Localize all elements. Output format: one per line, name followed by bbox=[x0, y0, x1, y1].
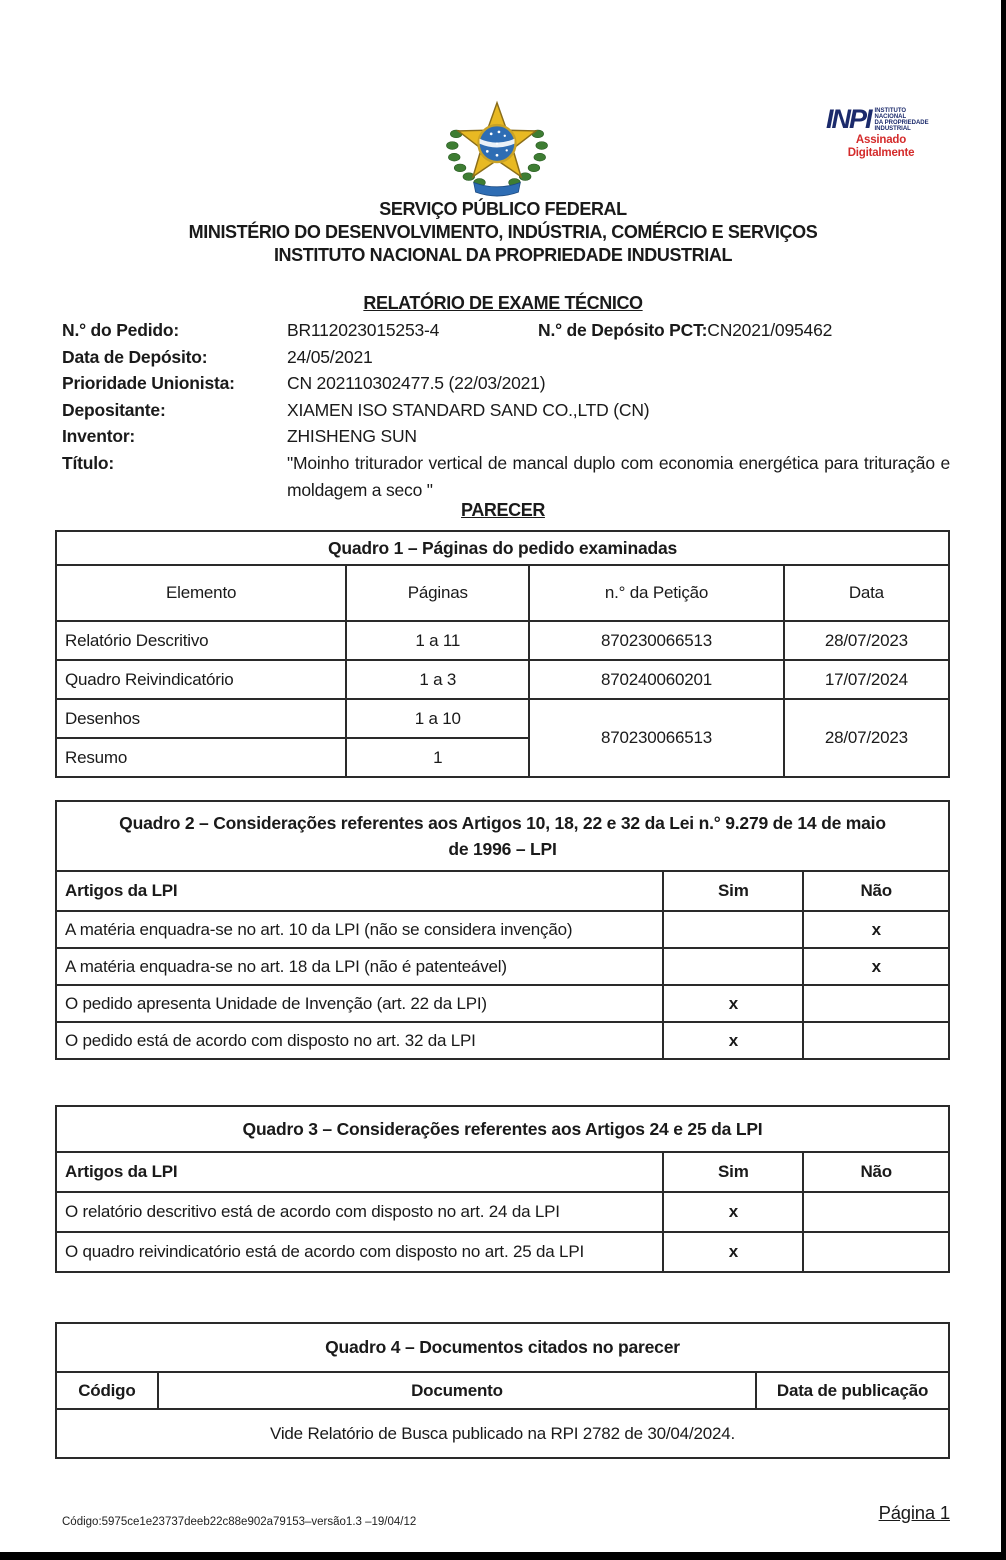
sim-cell: x bbox=[663, 1022, 803, 1059]
bibliographic-fields bbox=[62, 317, 950, 503]
nao-cell: x bbox=[803, 911, 949, 948]
merged-data-cell: 28/07/2023 bbox=[784, 699, 949, 777]
inventor-label: Inventor: bbox=[62, 426, 136, 447]
quadro2-title: Quadro 2 – Considerações referentes aos Artigos 10, 18, 22 e 32 da Lei n.° 9.279 de 14 de maio de 1996 – LPI bbox=[56, 801, 949, 871]
nao-cell bbox=[803, 985, 949, 1022]
table-row: Desenhos 1 a 10 870230066513 28/07/2023 bbox=[56, 699, 949, 738]
nao-cell bbox=[803, 1022, 949, 1059]
titulo-value: "Moinho triturador vertical de mancal duplo com economia energética para trituração e moldagem a seco " bbox=[287, 452, 950, 500]
col-header-paginas: Páginas bbox=[346, 565, 529, 621]
inpi-logo-smalltext: INSTITUTO NACIONAL DA PROPRIEDADE INDUSTRIAL bbox=[874, 108, 929, 132]
sim-cell bbox=[663, 911, 803, 948]
org-line-instituto: INSTITUTO NACIONAL DA PROPRIEDADE INDUSTRIAL bbox=[273, 245, 733, 265]
sim-cell bbox=[663, 948, 803, 985]
footer-code: Código:5975ce1e23737deeb22c88e902a79153–versão1.3 –19/04/12 bbox=[62, 1516, 417, 1528]
depositante-label: Depositante: bbox=[62, 399, 166, 420]
quadro1-table bbox=[55, 530, 950, 778]
quadro2-table bbox=[55, 800, 950, 1060]
table-row: O pedido apresenta Unidade de Invenção (art. 22 da LPI) x bbox=[56, 985, 949, 1022]
sim-cell: x bbox=[663, 1192, 803, 1232]
col-header-artigos: Artigos da LPI bbox=[56, 871, 663, 911]
prioridade-label: Prioridade Unionista: bbox=[62, 373, 235, 394]
table-row: O pedido está de acordo com disposto no art. 32 da LPI x bbox=[56, 1022, 949, 1059]
field-row-deposito bbox=[62, 344, 950, 371]
table-header-row bbox=[56, 871, 949, 911]
quadro4-note: Vide Relatório de Busca publicado na RPI 2782 de 30/04/2024. bbox=[56, 1409, 949, 1458]
scan-edge-right bbox=[1001, 0, 1006, 1560]
col-header-peticao: n.° da Petição bbox=[529, 565, 784, 621]
col-header-artigos: Artigos da LPI bbox=[56, 1152, 663, 1192]
table-header-row bbox=[56, 1372, 949, 1409]
report-title: RELATÓRIO DE EXAME TÉCNICO bbox=[363, 293, 643, 313]
table-row: Quadro Reivindicatório 1 a 3 870240060201 17/07/2024 bbox=[56, 660, 949, 699]
nao-cell: x bbox=[803, 948, 949, 985]
table-row: A matéria enquadra-se no art. 10 da LPI (não se considera invenção) x bbox=[56, 911, 949, 948]
table-row: O relatório descritivo está de acordo com disposto no art. 24 da LPI x bbox=[56, 1192, 949, 1232]
table-row bbox=[56, 1409, 949, 1458]
merged-peticao-cell: 870230066513 bbox=[529, 699, 784, 777]
inpi-logo: INPI bbox=[826, 104, 871, 134]
col-header-nao: Não bbox=[803, 1152, 949, 1192]
col-header-elemento: Elemento bbox=[56, 565, 346, 621]
quadro4-table bbox=[55, 1322, 950, 1459]
government-header bbox=[0, 198, 1006, 267]
org-line-servico: SERVIÇO PÚBLICO FEDERAL bbox=[379, 199, 627, 219]
col-header-sim: Sim bbox=[663, 1152, 803, 1192]
pedido-label: N.° do Pedido: bbox=[62, 320, 179, 340]
quadro1-title: Quadro 1 – Páginas do pedido examinadas bbox=[56, 531, 949, 565]
org-line-ministerio: MINISTÉRIO DO DESENVOLVIMENTO, INDÚSTRIA, COMÉRCIO E SERVIÇOS bbox=[188, 222, 818, 242]
quadro3-title: Quadro 3 – Considerações referentes aos Artigos 24 e 25 da LPI bbox=[56, 1106, 949, 1152]
scan-edge-bottom bbox=[0, 1552, 1006, 1560]
field-row-inventor bbox=[62, 423, 950, 450]
nao-cell bbox=[803, 1192, 949, 1232]
table-row: Resumo 1 bbox=[56, 738, 949, 777]
field-row-depositante bbox=[62, 397, 950, 424]
table-row: Relatório Descritivo 1 a 11 870230066513 28/07/2023 bbox=[56, 621, 949, 660]
quadro3-table bbox=[55, 1105, 950, 1273]
brazil-coat-of-arms-icon bbox=[437, 95, 557, 198]
table-header-row bbox=[56, 565, 949, 621]
depositante-value: XIAMEN ISO STANDARD SAND CO.,LTD (CN) bbox=[287, 399, 650, 420]
col-header-sim: Sim bbox=[663, 871, 803, 911]
inventor-value: ZHISHENG SUN bbox=[287, 426, 417, 447]
pedido-value: BR112023015253-4 bbox=[287, 320, 440, 340]
table-header-row bbox=[56, 1152, 949, 1192]
col-header-codigo: Código bbox=[56, 1372, 158, 1409]
page-number: Página 1 bbox=[878, 1502, 950, 1523]
field-row-prioridade bbox=[62, 370, 950, 397]
col-header-datapub: Data de publicação bbox=[756, 1372, 949, 1409]
inpi-signature-block bbox=[826, 106, 966, 160]
prioridade-value: CN 202110302477.5 (22/03/2021) bbox=[287, 373, 546, 394]
signed-digitally-label: Assinado Digitalmente bbox=[847, 134, 915, 159]
sim-cell: x bbox=[663, 985, 803, 1022]
table-row: O quadro reivindicatório está de acordo com disposto no art. 25 da LPI x bbox=[56, 1232, 949, 1272]
deposito-label: Data de Depósito: bbox=[62, 346, 208, 367]
parecer-heading: PARECER bbox=[461, 500, 545, 520]
titulo-label: Título: bbox=[62, 452, 115, 473]
pct-value: CN2021/095462 bbox=[707, 320, 833, 340]
col-header-documento: Documento bbox=[158, 1372, 756, 1409]
table-row: A matéria enquadra-se no art. 18 da LPI (não é patenteável) x bbox=[56, 948, 949, 985]
sim-cell: x bbox=[663, 1232, 803, 1272]
pct-label: N.° de Depósito PCT: bbox=[538, 320, 708, 340]
col-header-data: Data bbox=[784, 565, 949, 621]
field-row-pedido bbox=[62, 317, 950, 344]
field-row-titulo bbox=[62, 450, 950, 503]
deposito-value: 24/05/2021 bbox=[287, 346, 373, 367]
nao-cell bbox=[803, 1232, 949, 1272]
quadro4-title: Quadro 4 – Documentos citados no parecer bbox=[56, 1323, 949, 1372]
col-header-nao: Não bbox=[803, 871, 949, 911]
